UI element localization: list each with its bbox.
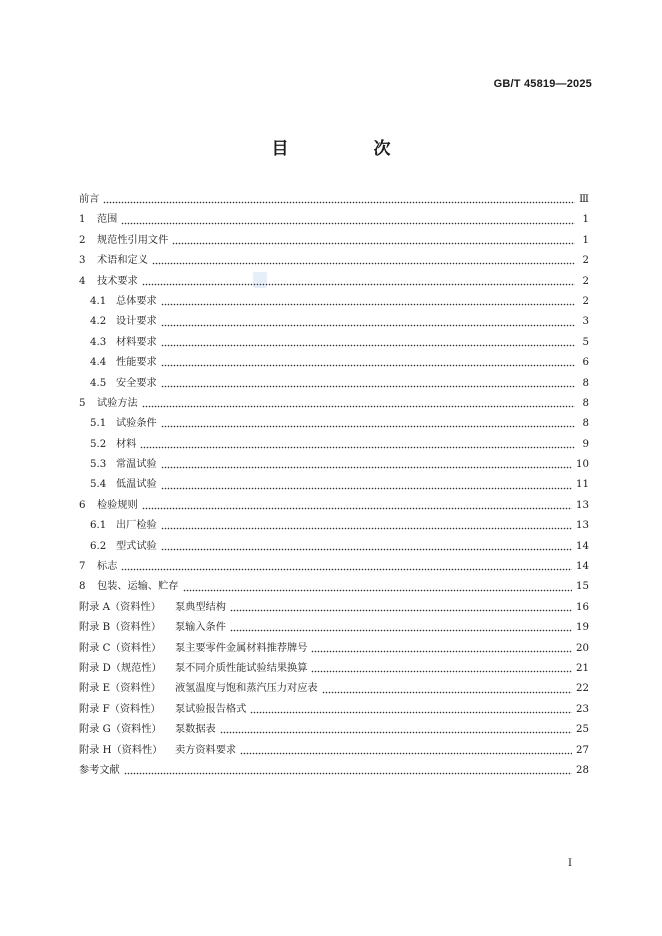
- toc-entry-page: 10: [576, 459, 589, 471]
- toc-entry-number: 5.1: [90, 418, 107, 430]
- toc-entry[interactable]: [79, 455, 589, 475]
- toc-entry[interactable]: [79, 659, 589, 679]
- toc-entry-label: 总体要求: [116, 295, 157, 307]
- toc-entry-label: 规范性引用文件: [97, 234, 169, 246]
- toc-entry-page: 8: [582, 418, 589, 430]
- toc-entry-number: 5.4: [90, 479, 107, 491]
- dot-leader: [142, 399, 575, 409]
- toc-entry-number: 4.2: [90, 316, 107, 328]
- toc-entry[interactable]: [79, 679, 589, 699]
- toc-entry-page: 14: [576, 561, 589, 573]
- toc-entry-label: 标志: [97, 561, 118, 573]
- dot-leader: [230, 623, 572, 633]
- standard-code: GB/T 45819—2025: [493, 78, 592, 90]
- toc-entry[interactable]: [79, 374, 589, 394]
- toc-entry-number: 5.2: [90, 438, 107, 450]
- dot-leader: [121, 562, 572, 572]
- toc-entry-page: 27: [576, 744, 589, 756]
- toc-entry-page: 2: [582, 255, 589, 267]
- toc-entry-label: 试验方法: [97, 397, 138, 409]
- toc-entry-page: 13: [576, 499, 589, 511]
- toc-entry-label: 泵典型结构: [175, 601, 226, 613]
- toc-entry-label: 试验条件: [116, 418, 157, 430]
- toc-entry-label: 设计要求: [116, 316, 157, 328]
- toc-entry-label: 泵数据表: [175, 724, 216, 736]
- dot-leader: [161, 379, 575, 389]
- toc-entry-number: 6: [79, 499, 86, 511]
- toc-entry-page: 5: [582, 336, 589, 348]
- toc-entry-page: Ⅲ: [579, 194, 589, 205]
- dot-leader: [250, 705, 572, 715]
- dot-leader: [121, 216, 575, 226]
- dot-leader: [161, 542, 572, 552]
- toc-entry[interactable]: [79, 618, 589, 638]
- toc-entry-page: 25: [576, 724, 589, 736]
- toc-entry[interactable]: [79, 557, 589, 577]
- toc-entry-page: 9: [582, 438, 589, 450]
- toc-entry[interactable]: [79, 394, 589, 414]
- toc-entry[interactable]: [79, 251, 589, 271]
- toc-entry-page: 28: [576, 764, 589, 776]
- toc-entry-label: 常温试验: [116, 459, 157, 471]
- toc-entry[interactable]: [79, 414, 589, 434]
- toc-entry-page: 15: [576, 581, 589, 593]
- dot-leader: [220, 725, 572, 735]
- toc-entry-number: 附录 C（资料性）: [79, 642, 162, 654]
- toc-entry-page: 14: [576, 540, 589, 552]
- toc-entry-label: 材料要求: [116, 336, 157, 348]
- dot-leader: [230, 603, 572, 613]
- dot-leader: [183, 583, 573, 593]
- toc-entry[interactable]: [79, 598, 589, 618]
- dot-leader: [140, 440, 575, 450]
- toc-entry-number: 2: [79, 234, 86, 246]
- toc-entry-label: 检验规则: [97, 499, 138, 511]
- toc-entry[interactable]: [79, 761, 589, 781]
- toc-entry-number: 3: [79, 255, 86, 267]
- toc-entry-number: 附录 H（资料性）: [79, 744, 163, 756]
- toc-entry[interactable]: [79, 741, 589, 761]
- toc-entry-label: 泵输入条件: [175, 622, 226, 634]
- toc-entry[interactable]: [79, 272, 589, 292]
- toc-entry-number: 6.1: [90, 520, 107, 532]
- dot-leader: [161, 419, 575, 429]
- toc-entry[interactable]: [79, 639, 589, 659]
- toc-entry-label: 低温试验: [116, 479, 157, 491]
- toc-entry-page: 23: [576, 703, 589, 715]
- toc-entry-number: 4.5: [90, 377, 107, 389]
- toc-entry[interactable]: [79, 231, 589, 251]
- dot-leader: [161, 481, 572, 491]
- toc-entry-page: 19: [576, 622, 589, 634]
- toc-entry-page: 2: [582, 275, 589, 287]
- toc-entry-label: 参考文献: [79, 764, 120, 776]
- toc-entry-number: 1: [79, 214, 86, 226]
- toc-entry-number: 7: [79, 561, 86, 573]
- toc-entry-number: 8: [79, 581, 86, 593]
- toc-entry-label: 泵主要零件金属材料推荐牌号: [175, 642, 308, 654]
- toc-entry-page: 13: [576, 520, 589, 532]
- toc-entry-number: 附录 G（资料性）: [79, 724, 162, 736]
- toc-entry-page: 21: [576, 662, 589, 674]
- toc-entry[interactable]: [79, 435, 589, 455]
- toc-entry[interactable]: [79, 292, 589, 312]
- toc-entry-number: 4.3: [90, 336, 107, 348]
- toc-entry-page: 1: [582, 214, 589, 226]
- toc-entry-page: 16: [576, 601, 589, 613]
- toc-entry-page: 20: [576, 642, 589, 654]
- toc-entry-number: 附录 F（资料性）: [79, 703, 161, 715]
- dot-leader: [311, 644, 572, 654]
- toc-entry-label: 安全要求: [116, 377, 157, 389]
- dot-leader: [161, 338, 575, 348]
- footer-page-number: Ⅰ: [568, 858, 572, 869]
- toc-entry-number: 4.4: [90, 357, 107, 369]
- toc-entry-page: 22: [576, 683, 589, 695]
- dot-leader: [142, 501, 572, 511]
- toc-entry[interactable]: [79, 210, 589, 230]
- dot-leader: [142, 277, 575, 287]
- dot-leader: [172, 236, 575, 246]
- toc-entry[interactable]: [79, 700, 589, 720]
- toc-entry-label: 泵试验报告格式: [175, 703, 247, 715]
- toc-entry-page: 2: [582, 295, 589, 307]
- toc-entry-page: 1: [582, 234, 589, 246]
- dot-leader: [161, 358, 575, 368]
- dot-leader: [240, 746, 572, 756]
- dot-leader: [161, 318, 575, 328]
- toc-entry-number: 附录 E（资料性）: [79, 683, 161, 695]
- dot-leader: [103, 195, 575, 205]
- dot-leader: [311, 664, 572, 674]
- toc-entry[interactable]: [79, 312, 589, 332]
- toc-entry-label: 泵不同介质性能试验结果换算: [175, 662, 308, 674]
- toc-entry-label: 术语和定义: [97, 255, 148, 267]
- toc-entry[interactable]: [79, 516, 589, 536]
- dot-leader: [322, 685, 572, 695]
- toc-entry-label: 出厂检验: [116, 520, 157, 532]
- toc-entry-number: 4: [79, 275, 86, 287]
- dot-leader: [161, 460, 572, 470]
- toc-entry-number: 5: [79, 397, 86, 409]
- toc-entry-label: 前言: [79, 194, 100, 205]
- toc-entry-label: 性能要求: [116, 357, 157, 369]
- toc-entry[interactable]: [79, 333, 589, 353]
- toc-entry-number: 附录 D（规范性）: [79, 662, 162, 674]
- toc-entry[interactable]: [79, 577, 589, 597]
- toc-entry-label: 范围: [97, 214, 118, 226]
- dot-leader: [161, 297, 575, 307]
- table-of-contents: [79, 190, 589, 781]
- toc-entry-number: 4.1: [90, 295, 107, 307]
- toc-entry-label: 卖方资料要求: [175, 744, 237, 756]
- toc-entry-label: 型式试验: [116, 540, 157, 552]
- toc-entry-page: 8: [582, 397, 589, 409]
- toc-entry[interactable]: [79, 537, 589, 557]
- toc-entry[interactable]: [79, 190, 589, 210]
- toc-entry[interactable]: [79, 496, 589, 516]
- toc-entry-number: 附录 B（资料性）: [79, 622, 162, 634]
- toc-entry-label: 液氢温度与饱和蒸汽压力对应表: [175, 683, 318, 695]
- dot-leader: [124, 766, 572, 776]
- toc-entry-number: 5.3: [90, 459, 107, 471]
- toc-entry-label: 包装、运输、贮存: [97, 581, 179, 593]
- dot-leader: [161, 521, 572, 531]
- toc-entry-label: 技术要求: [97, 275, 138, 287]
- dot-leader: [152, 256, 575, 266]
- toc-entry-page: 3: [582, 316, 589, 328]
- toc-entry[interactable]: [79, 720, 589, 740]
- toc-entry-page: 8: [582, 377, 589, 389]
- toc-entry-number: 附录 A（资料性）: [79, 601, 161, 613]
- toc-entry-number: 6.2: [90, 540, 107, 552]
- page-title: 目 次: [271, 139, 425, 159]
- toc-entry[interactable]: [79, 475, 589, 495]
- toc-entry-page: 6: [582, 357, 589, 369]
- toc-entry-page: 11: [576, 479, 589, 491]
- toc-entry[interactable]: [79, 353, 589, 373]
- toc-entry-label: 材料: [116, 438, 137, 450]
